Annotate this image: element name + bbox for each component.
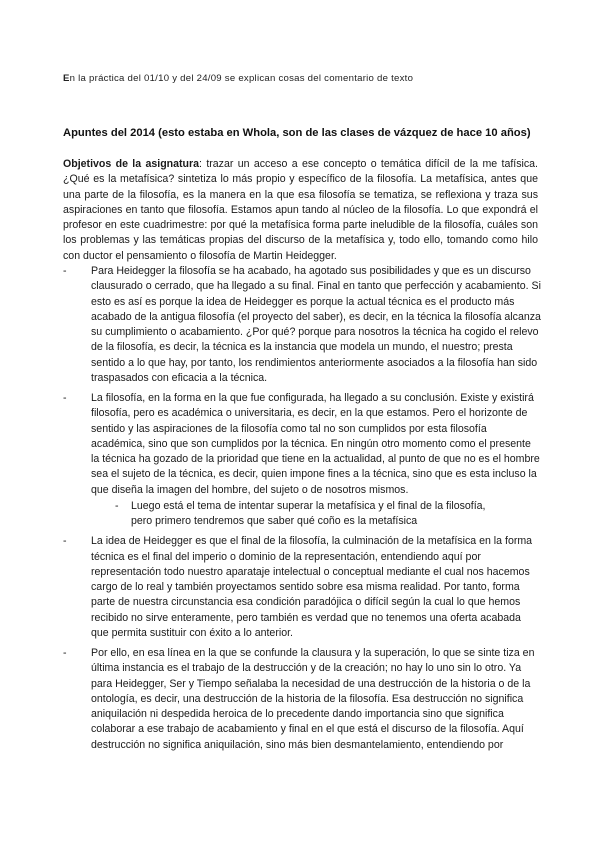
objectives-label: Objetivos de la asignatura bbox=[63, 158, 200, 170]
list-item bbox=[63, 391, 541, 529]
list-item bbox=[63, 534, 541, 641]
intro-text: n la práctica del 01/10 y del 24/09 se explican cosas del comentario de texto bbox=[69, 73, 414, 84]
list-item bbox=[63, 264, 541, 386]
list-item-text: La filosofía, en la forma en la que fue configurada, ha llegado a su conclusión. Existe y existirá filosofía, pero es académica o universitaria, es decir, en la que estamos. Pero el horizonte de sentido y las aspiraciones de la filosofía como tal no son cumplidos por esta filosofía académica, sino que son cumplidos por la técnica. En ningún otro momento como el presente la técnica ha gozado de la prioridad que tiene en la actualidad, al punto de que no es el hombre sea el sujeto de la técnica, es decir, quien impone fines a la técnica, sino que es esta incluso la que diseña la imagen del hombre, del sujeto o de nosotros mismos. bbox=[91, 392, 540, 496]
bullet-dash: - bbox=[63, 535, 67, 548]
bullet-dash: - bbox=[63, 647, 67, 659]
objectives-text: : trazar un acceso a ese concepto o temática difícil de la me tafísica. ¿Qué es la metafísica? sintetiza lo más propio y específico de la filosofía. La metafísica, antes que una parte de la filosofía, es la manera en la que esa filosofía se tematiza, se reflexiona y traza sus aspiraciones en tanto que filosofía. Estamos apun tando al núcleo de la filosofía. Lo que expondrá el profesor en este cuadrimestre: por qué la metafísica forma parte ineludible de la filosofía, cuáles son los problemas y las temáticas propias del discurso de la metafísica y, todo ello, tomando como hilo con ductor el pensamiento o filosofía de Martin Heidegger. bbox=[63, 158, 539, 262]
list-item-text: Por ello, en esa línea en la que se confunde la clausura y la superación, lo que se sinte tiza en última instancia es el trabajo de la destrucción y de la creación; no hay lo uno sin lo otro. Ya para Heidegger, Ser y Tiempo señalaba la necesidad de una destrucción de la historia o de la ontología, es decir, una destrucción de la historia de la filosofía. Esa destrucción no significa aniquilación ni despedida heroica de lo precedente dando importancia sino que significa colaborar a ese trabajo de acabamiento y final en el que está el discurso de la filosofía. Aquí destrucción no significa aniquilación, sino más bien desmantelamiento, entendiendo por bbox=[91, 647, 535, 751]
bullet-list bbox=[63, 264, 541, 758]
sub-item-line-1: Luego está el tema de intentar superar la metafísica y el final de la filosofía, bbox=[131, 499, 486, 512]
list-item-text: La idea de Heidegger es que el final de la filosofía, la culminación de la metafísica en la forma técnica es el final del imperio o dominio de la representación, entendiendo aquí por representación todo nuestro aparataje intelectual o conceptual mediante el cual nos hacemos cargo de lo real y también proyectamos sentido sobre esa misma realidad. Por tanto, forma parte de nuestra circunstancia esa condición paradójica o difícil según la cual lo que hemos recibido no sirve enteramente, pero también es verdad que no tenemos una oferta acabada que permita sustituir con éxito a lo anterior. bbox=[91, 535, 533, 639]
intro-line bbox=[63, 72, 563, 85]
bullet-dash: - bbox=[63, 265, 67, 277]
section-title: Apuntes del 2014 (esto estaba en Whola, son de las clases de vázquez de hace 10 años) bbox=[63, 127, 531, 139]
objectives-paragraph bbox=[63, 157, 538, 264]
bullet-dash: - bbox=[63, 392, 67, 404]
intro-drop-letter: E bbox=[63, 73, 70, 84]
list-item bbox=[63, 646, 541, 753]
sub-item-line-2: pero primero tendremos que saber qué coño es la metafísica bbox=[131, 515, 418, 527]
sub-list-item bbox=[91, 499, 541, 530]
sub-bullet-dash: - bbox=[115, 499, 119, 512]
list-item-text: Para Heidegger la filosofía se ha acabado, ha agotado sus posibilidades y que es un discurso clausurado o cerrado, que ha llegado a su final. Final en tanto que perfección y acabamiento. Si esto es así es porque la idea de Heidegger es porque la actual técnica es el producto más acabado de la antigua filosofía (el proyecto del saber), es decir, en la técnica la filosofía alcanza su cumplimiento o acabamiento. ¿Por qué? porque para nosotros la técnica ha cogido el relevo de la filosofía, es decir, la técnica es la instancia que modela un mundo, el nuestro; presta sentido a lo que hay, por tanto, los rendimientos anteriormente asociados a la filosofía han sido traspasados con eficacia a la técnica. bbox=[91, 265, 541, 384]
